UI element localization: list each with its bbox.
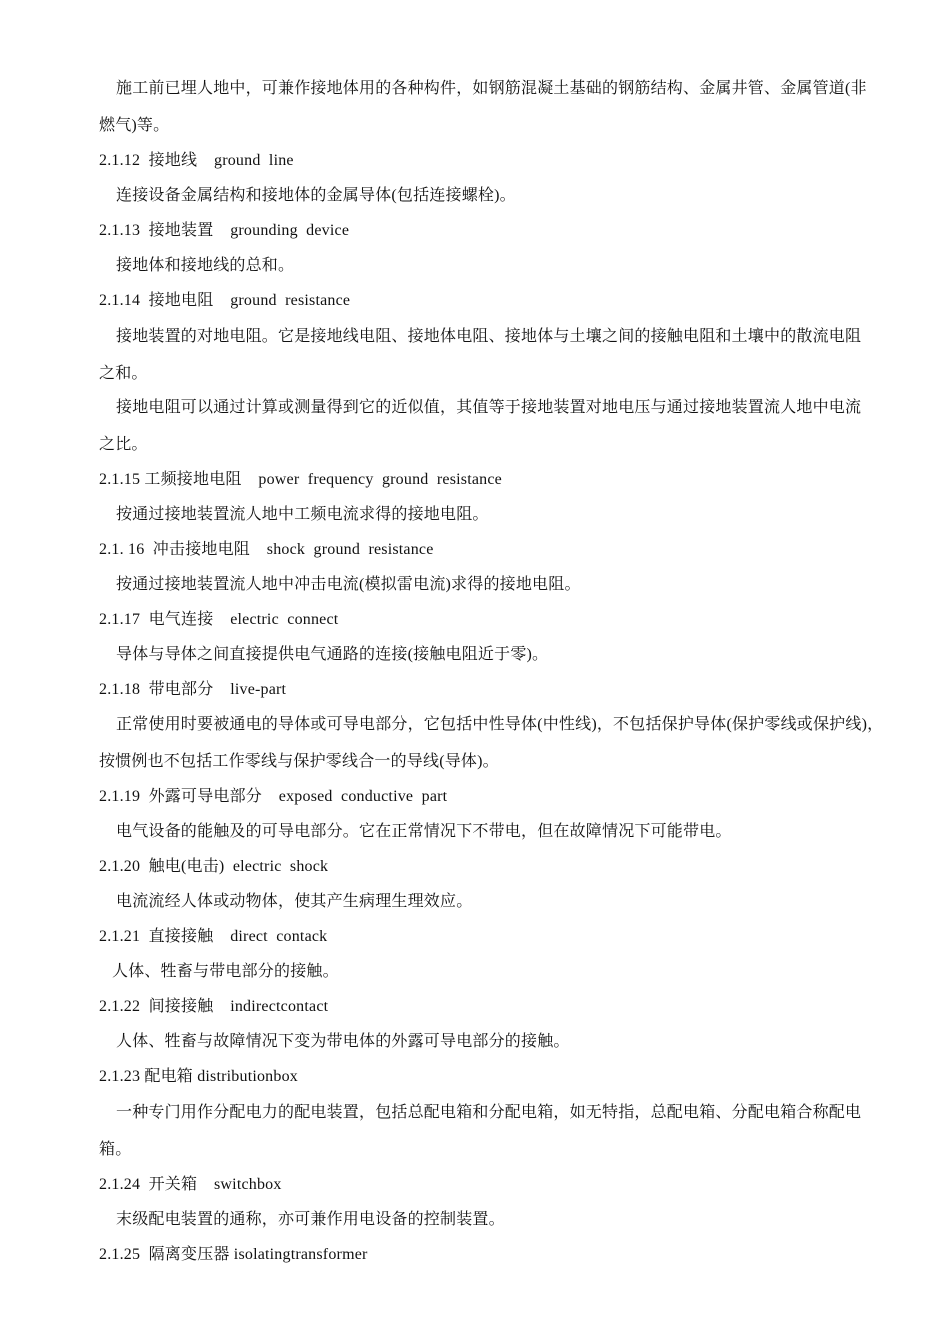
paragraph-line: 按惯例也不包括工作零线与保护零线合一的导线(导体)。	[99, 753, 499, 770]
term-heading: 2.1.12 接地线 ground line	[99, 152, 294, 169]
paragraph-line: 末级配电装置的通称，亦可兼作用电设备的控制装置。	[116, 1211, 505, 1228]
paragraph-line: 按通过接地装置流人地中冲击电流(模拟雷电流)求得的接地电阻。	[116, 576, 581, 593]
paragraph-line: 接地装置的对地电阻。它是接地线电阻、接地体电阻、接地体与土壤之间的接触电阻和土壤中的散流电阻	[116, 328, 862, 345]
paragraph-line: 人体、牲畜与带电部分的接触。	[112, 963, 339, 980]
term-heading: 2.1.22 间接接触 indirectcontact	[99, 998, 329, 1015]
paragraph-line: 之比。	[99, 436, 148, 453]
paragraph-line: 按通过接地装置流人地中工频电流求得的接地电阻。	[116, 506, 489, 523]
paragraph-line: 正常使用时要被通电的导体或可导电部分，它包括中性导体(中性线)，不包括保护导体(保护零线或保护线)，	[116, 716, 884, 733]
term-heading: 2.1.17 电气连接 electric connect	[99, 611, 339, 628]
term-heading: 2.1.24 开关箱 switchbox	[99, 1176, 282, 1193]
term-heading: 2.1.23 配电箱 distributionbox	[99, 1068, 298, 1085]
paragraph-line: 接地电阻可以通过计算或测量得到它的近似值，其值等于接地装置对地电压与通过接地装置流人地中电流	[116, 399, 862, 416]
paragraph-line: 燃气)等。	[99, 117, 170, 134]
paragraph-line: 箱。	[99, 1141, 132, 1158]
paragraph-line: 接地体和接地线的总和。	[116, 257, 295, 274]
term-heading: 2.1.20 触电(电击) electric shock	[99, 858, 329, 875]
paragraph-line: 电气设备的能触及的可导电部分。它在正常情况下不带电，但在故障情况下可能带电。	[116, 823, 732, 840]
term-heading: 2.1.25 隔离变压器 isolatingtransformer	[99, 1246, 368, 1263]
term-heading: 2.1.21 直接接触 direct contack	[99, 928, 328, 945]
term-heading: 2.1.15 工频接地电阻 power frequency ground resistance	[99, 471, 502, 488]
term-heading: 2.1.13 接地装置 grounding device	[99, 222, 350, 239]
paragraph-line: 之和。	[99, 365, 148, 382]
paragraph-line: 连接设备金属结构和接地体的金属导体(包括连接螺栓)。	[116, 187, 516, 204]
paragraph-line: 一种专门用作分配电力的配电装置，包括总配电箱和分配电箱，如无特指，总配电箱、分配电箱合称配电	[116, 1104, 862, 1121]
term-heading: 2.1.19 外露可导电部分 exposed conductive part	[99, 788, 448, 805]
paragraph-line: 导体与导体之间直接提供电气通路的连接(接触电阻近于零)。	[116, 646, 549, 663]
term-heading: 2.1. 16 冲击接地电阻 shock ground resistance	[99, 541, 434, 558]
paragraph-line: 人体、牲畜与故障情况下变为带电体的外露可导电部分的接触。	[116, 1033, 570, 1050]
term-heading: 2.1.14 接地电阻 ground resistance	[99, 292, 351, 309]
term-heading: 2.1.18 带电部分 live-part	[99, 681, 287, 698]
paragraph-line: 施工前已埋人地中，可兼作接地体用的各种构件，如钢筋混凝土基础的钢筋结构、金属井管、金属管道(非	[116, 80, 867, 97]
paragraph-line: 电流流经人体或动物体，使其产生病理生理效应。	[116, 893, 473, 910]
